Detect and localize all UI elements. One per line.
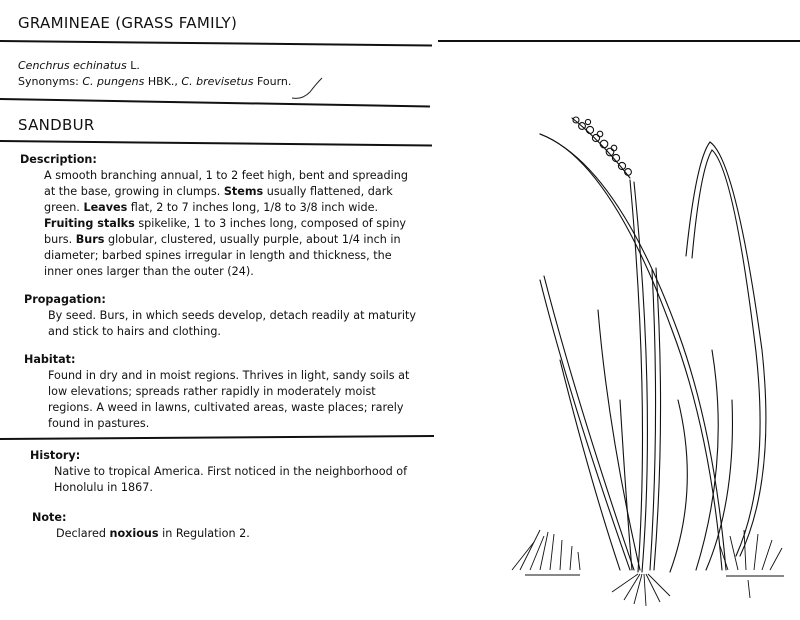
propagation-text: By seed. Burs, in which seeds develop, detach readily at maturity and stick to hairs and clothing. [48,309,416,338]
desc-text-4: spikelike, 1 to 3 inches long, composed of spiny burs. [44,217,407,246]
family-name: GRAMINEAE [18,14,111,32]
synonym-1-author: HBK., [147,75,178,88]
family-heading [18,14,237,32]
synonym-2-author: Fourn. [256,75,292,88]
root-tufts [512,530,784,606]
propagation-heading: Propagation: [24,293,106,306]
scientific-name-line [18,58,291,74]
scientific-name: Cenchrus echinatus [18,59,127,72]
desc-text-3: flat, 2 to 7 inches long, 1/8 to 3/8 inch wide. [127,201,379,214]
desc-text-1: A smooth branching annual, 1 to 2 feet high, bent and spreading at the base, growing in clumps. [44,169,408,198]
note-text [32,526,426,542]
history-text: Native to tropical America. First noticed in the neighborhood of Honolulu in 1867. [54,465,408,494]
synonyms-label: Synonyms: [18,75,79,88]
rule-above-history [0,435,434,440]
habitat-heading: Habitat: [24,353,76,366]
scientific-author: L. [130,59,140,72]
rule-under-common-name [0,140,432,147]
scientific-names [18,58,291,90]
propagation-section [24,292,418,340]
history-section [30,448,424,496]
desc-term-leaves: Leaves [83,201,128,214]
description-heading: Description: [20,153,97,166]
description-text [20,168,414,280]
desc-text-2: usually flattened, dark green. [44,185,393,214]
desc-term-burs: Burs [75,233,105,246]
note-heading: Note: [32,511,67,524]
bur-spike [572,117,631,178]
rule-under-family [0,40,432,47]
synonym-1: C. pungens [82,75,145,88]
synonym-2: C. brevisetus [181,75,254,88]
habitat-text: Found in dry and in moist regions. Thrives in light, sandy soils at low elevations; spreads rather rapidly in moderately moist regions. A weed in lawns, cultivated areas, waste places; rarely found in pastures. [48,369,410,430]
common-name: SANDBUR [18,116,95,134]
history-heading: History: [30,449,81,462]
note-text-2: in Regulation 2. [158,527,250,540]
desc-term-fruiting-stalks: Fruiting stalks [44,217,135,230]
note-term-noxious: noxious [109,527,159,540]
desc-term-stems: Stems [223,185,264,198]
habitat-section [24,352,418,432]
rule-under-synonyms [0,98,430,108]
sandbur-plant-illustration [500,100,790,610]
rule-top-right [438,40,800,42]
description-section [20,152,414,280]
synonyms-line [18,74,291,90]
family-common-name: (GRASS FAMILY) [115,14,238,32]
note-section [32,510,426,542]
note-text-1: Declared [56,527,110,540]
pen-mark [290,74,330,104]
desc-text-5: globular, clustered, usually purple, about 1/4 inch in diameter; barbed spines irregular in length and thickness, the inner ones larger than the outer (24). [44,233,401,278]
